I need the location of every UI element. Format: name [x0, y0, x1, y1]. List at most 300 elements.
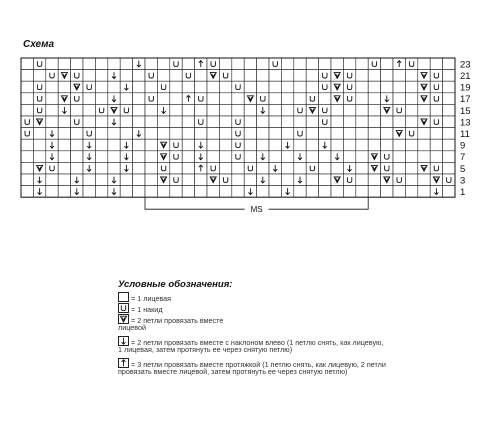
chart-cell-k2tog — [393, 128, 405, 140]
chart-cell-knit — [443, 151, 455, 163]
chart-cell-knit — [120, 128, 132, 140]
chart-cell-yarn-over — [368, 58, 380, 70]
chart-cell-knit — [393, 139, 405, 151]
chart-cell-knit — [331, 162, 343, 174]
chart-cell-k2tog — [418, 162, 430, 174]
chart-cell-knit — [133, 104, 145, 116]
chart-cell-ssk — [108, 70, 120, 82]
chart-cell-yarn-over — [232, 116, 244, 128]
chart-cell-knit — [368, 128, 380, 140]
chart-cell-knit — [430, 104, 442, 116]
chart-cell-knit — [356, 58, 368, 70]
chart-cell-yarn-over — [319, 104, 331, 116]
chart-cell-ssk — [46, 139, 58, 151]
chart-cell-knit — [269, 104, 281, 116]
chart-cell-knit — [33, 151, 45, 163]
chart-cell-knit — [182, 116, 194, 128]
chart-cell-k2tog — [157, 174, 169, 186]
chart-cell-knit — [232, 93, 244, 105]
row-number: 1 — [460, 187, 466, 198]
chart-cell-knit — [306, 139, 318, 151]
chart-cell-k2tog — [244, 93, 256, 105]
chart-cell-yarn-over — [343, 81, 355, 93]
chart-cell-k2tog — [157, 151, 169, 163]
chart-cell-knit — [33, 139, 45, 151]
chart-cell-knit — [95, 151, 107, 163]
chart-cell-ssk — [195, 151, 207, 163]
legend-text: = 1 накид — [131, 305, 163, 314]
chart-cell-k2tog — [418, 116, 430, 128]
chart-cell-knit — [405, 162, 417, 174]
chart-cell-knit — [356, 128, 368, 140]
chart-cell-knit — [281, 128, 293, 140]
chart-cell-knit — [182, 186, 194, 198]
chart-cell-knit — [405, 70, 417, 82]
chart-cell-knit — [71, 104, 83, 116]
chart-cell-knit — [294, 93, 306, 105]
chart-cell-k2tog — [71, 81, 83, 93]
chart-cell-knit — [257, 58, 269, 70]
chart-cell-knit — [356, 81, 368, 93]
chart-cell-yarn-over — [405, 58, 417, 70]
chart-cell-knit — [356, 162, 368, 174]
legend-item — [118, 292, 171, 303]
chart-cell-yarn-over — [319, 70, 331, 82]
chart-cell-knit — [157, 128, 169, 140]
chart-cell-knit — [331, 128, 343, 140]
chart-cell-yarn-over — [33, 104, 45, 116]
chart-cell-knit — [343, 58, 355, 70]
legend-title: Условные обозначения: — [118, 279, 233, 290]
chart-cell-knit — [343, 104, 355, 116]
chart-cell-knit — [343, 139, 355, 151]
chart-cell-knit — [306, 151, 318, 163]
chart-cell-yarn-over — [145, 70, 157, 82]
legend-text: = 1 лицевая — [131, 294, 172, 303]
chart-cell-ssk — [108, 116, 120, 128]
chart-cell-knit — [257, 70, 269, 82]
chart-cell-ssk — [343, 162, 355, 174]
chart-cell-knit — [58, 116, 70, 128]
chart-cell-yarn-over — [393, 104, 405, 116]
chart-cell-yarn-over — [405, 128, 417, 140]
chart-cell-knit — [281, 58, 293, 70]
chart-cell-knit — [405, 81, 417, 93]
chart-cell-knit — [133, 139, 145, 151]
chart-cell-ssk — [281, 186, 293, 198]
chart-cell-knit — [294, 70, 306, 82]
chart-cell-knit — [108, 162, 120, 174]
chart-cell-knit — [170, 128, 182, 140]
chart-cell-knit — [170, 116, 182, 128]
legend-text-continued: 1 лицевая, затем протянуть ее через снятую петлю) — [118, 345, 293, 354]
chart-cell-knit — [207, 128, 219, 140]
chart-cell-knit — [170, 81, 182, 93]
chart-cell-ssk — [281, 139, 293, 151]
chart-cell-knit — [95, 174, 107, 186]
chart-cell-knit — [443, 139, 455, 151]
chart-row — [21, 58, 455, 70]
chart-cell-knit — [108, 128, 120, 140]
chart-cell-k2tog — [33, 162, 45, 174]
chart-cell-knit — [232, 174, 244, 186]
chart-cell-knit — [145, 58, 157, 70]
chart-cell-ssk — [133, 58, 145, 70]
chart-cell-knit — [83, 116, 95, 128]
chart-cell-yarn-over — [33, 81, 45, 93]
chart-cell-knit — [182, 58, 194, 70]
chart-cell-knit — [133, 162, 145, 174]
chart-cell-knit — [95, 139, 107, 151]
chart-cell-knit — [368, 116, 380, 128]
chart-cell-yarn-over — [46, 162, 58, 174]
chart-cell-k2tog — [331, 70, 343, 82]
chart-cell-knit — [430, 58, 442, 70]
row-number: 11 — [460, 129, 470, 140]
chart-row — [21, 174, 455, 186]
chart-cell-knit — [294, 116, 306, 128]
chart-cell-knit — [21, 139, 33, 151]
chart-cell-ssk — [33, 186, 45, 198]
chart-cell-knit — [281, 174, 293, 186]
legend-text: = 2 петли провязать вместе с наклоном влево (1 петлю снять, как лицевую, — [131, 338, 384, 347]
chart-cell-knit — [405, 151, 417, 163]
chart-cell-knit — [219, 162, 231, 174]
chart-cell-knit — [95, 162, 107, 174]
chart-cell-knit — [120, 58, 132, 70]
chart-cell-knit — [244, 58, 256, 70]
chart-cell-ssk — [319, 139, 331, 151]
chart-cell-knit — [393, 81, 405, 93]
chart-cell-knit — [95, 186, 107, 198]
chart-cell-knit — [430, 151, 442, 163]
chart-row — [21, 93, 455, 105]
chart-cell-knit — [219, 139, 231, 151]
chart-cell-yarn-over — [232, 151, 244, 163]
chart-cell-knit — [58, 81, 70, 93]
chart-cell-knit — [133, 93, 145, 105]
chart-cell-knit — [182, 139, 194, 151]
chart-cell-knit — [356, 70, 368, 82]
chart-cell-knit — [120, 70, 132, 82]
chart-cell-knit — [294, 58, 306, 70]
chart-cell-knit — [83, 58, 95, 70]
chart-cell-knit — [219, 104, 231, 116]
chart-cell-knit — [46, 116, 58, 128]
chart-cell-yarn-over — [381, 151, 393, 163]
chart-cell-knit — [58, 186, 70, 198]
legend-symbol-knit-icon — [118, 292, 129, 302]
chart-cell-knit — [257, 162, 269, 174]
chart-cell-yarn-over — [120, 104, 132, 116]
chart-cell-k2tog — [430, 174, 442, 186]
chart-cell-ssk — [257, 151, 269, 163]
chart-cell-yarn-over — [294, 104, 306, 116]
chart-cell-knit — [269, 139, 281, 151]
chart-cell-knit — [331, 104, 343, 116]
chart-cell-yarn-over — [430, 116, 442, 128]
chart-cell-knit — [405, 93, 417, 105]
chart-cell-knit — [331, 58, 343, 70]
chart-cell-knit — [393, 186, 405, 198]
chart-cell-knit — [356, 174, 368, 186]
row-number: 19 — [460, 82, 471, 94]
chart-cell-knit — [182, 128, 194, 140]
chart-cell-yarn-over — [157, 162, 169, 174]
chart-cell-ssk — [381, 93, 393, 105]
chart-cell-knit — [244, 81, 256, 93]
chart-cell-knit — [232, 104, 244, 116]
chart-cell-knit — [405, 174, 417, 186]
chart-cell-yarn-over — [319, 81, 331, 93]
chart-cell-knit — [21, 93, 33, 105]
chart-cell-knit — [443, 116, 455, 128]
chart-row — [21, 151, 455, 163]
legend-text-continued: лицевой — [118, 323, 146, 332]
chart-cell-ssk — [120, 162, 132, 174]
chart-cell-knit — [443, 58, 455, 70]
chart-cell-knit — [405, 139, 417, 151]
chart-cell-knit — [405, 104, 417, 116]
chart-cell-yarn-over — [71, 70, 83, 82]
chart-cell-knit — [108, 151, 120, 163]
chart-cell-knit — [46, 58, 58, 70]
chart-cell-knit — [418, 104, 430, 116]
chart-cell-knit — [21, 81, 33, 93]
chart-cell-knit — [182, 81, 194, 93]
chart-cell-knit — [331, 116, 343, 128]
chart-cell-knit — [244, 139, 256, 151]
chart-cell-knit — [381, 186, 393, 198]
row-number: 7 — [460, 152, 466, 164]
legend-symbol-yarn-over-icon — [118, 303, 129, 313]
chart-cell-knit — [232, 58, 244, 70]
chart-cell-knit — [443, 104, 455, 116]
chart-cell-knit — [133, 81, 145, 93]
chart-cell-knit — [306, 116, 318, 128]
chart-cell-knit — [71, 139, 83, 151]
chart-cell-yarn-over — [232, 128, 244, 140]
chart-cell-knit — [83, 186, 95, 198]
chart-cell-sk2p — [195, 58, 207, 70]
chart-cell-knit — [219, 93, 231, 105]
chart-cell-k2tog — [58, 93, 70, 105]
chart-cell-yarn-over — [319, 116, 331, 128]
chart-cell-knit — [294, 186, 306, 198]
row-number: 9 — [460, 140, 466, 152]
chart-cell-knit — [207, 186, 219, 198]
row-number: 15 — [460, 105, 471, 117]
chart-cell-knit — [331, 186, 343, 198]
chart-cell-ssk — [120, 81, 132, 93]
chart-cell-knit — [95, 58, 107, 70]
chart-cell-knit — [120, 93, 132, 105]
chart-cell-yarn-over — [219, 174, 231, 186]
chart-cell-knit — [443, 81, 455, 93]
chart-cell-knit — [405, 116, 417, 128]
chart-cell-yarn-over — [145, 93, 157, 105]
chart-cell-yarn-over — [33, 93, 45, 105]
chart-cell-ssk — [83, 151, 95, 163]
chart-cell-knit — [244, 104, 256, 116]
chart-cell-knit — [145, 81, 157, 93]
chart-cell-knit — [21, 70, 33, 82]
chart-cell-knit — [269, 81, 281, 93]
chart-cell-yarn-over — [170, 58, 182, 70]
chart-cell-yarn-over — [157, 81, 169, 93]
chart-cell-ssk — [46, 128, 58, 140]
chart-cell-knit — [21, 151, 33, 163]
chart-cell-knit — [108, 81, 120, 93]
chart-cell-ssk — [269, 162, 281, 174]
chart-cell-knit — [195, 174, 207, 186]
chart-cell-knit — [281, 93, 293, 105]
chart-cell-knit — [343, 116, 355, 128]
chart-cell-knit — [319, 128, 331, 140]
row-number: 21 — [460, 71, 471, 82]
chart-cell-ssk — [108, 186, 120, 198]
chart-cell-knit — [257, 128, 269, 140]
chart-cell-yarn-over — [195, 116, 207, 128]
chart-cell-knit — [232, 186, 244, 198]
chart-cell-yarn-over — [257, 93, 269, 105]
chart-cell-knit — [182, 162, 194, 174]
chart-cell-knit — [381, 128, 393, 140]
chart-row — [21, 186, 455, 198]
chart-cell-knit — [21, 104, 33, 116]
chart-cell-knit — [207, 116, 219, 128]
chart-cell-knit — [21, 58, 33, 70]
chart-cell-knit — [58, 128, 70, 140]
chart-cell-knit — [58, 174, 70, 186]
row-number: 5 — [460, 163, 466, 175]
chart-cell-ssk — [331, 151, 343, 163]
chart-cell-knit — [294, 162, 306, 174]
chart-cell-ssk — [71, 186, 83, 198]
chart-cell-knit — [219, 151, 231, 163]
chart-cell-knit — [381, 81, 393, 93]
chart-cell-sk2p — [393, 58, 405, 70]
chart-cell-knit — [319, 186, 331, 198]
chart-cell-knit — [281, 116, 293, 128]
chart-cell-yarn-over — [269, 58, 281, 70]
chart-cell-knit — [343, 151, 355, 163]
chart-cell-knit — [95, 116, 107, 128]
chart-cell-knit — [46, 81, 58, 93]
chart-cell-knit — [343, 186, 355, 198]
chart-cell-knit — [232, 162, 244, 174]
chart-cell-ssk — [46, 151, 58, 163]
chart-cell-ssk — [33, 174, 45, 186]
chart-cell-ssk — [294, 151, 306, 163]
chart-cell-knit — [418, 186, 430, 198]
chart-cell-knit — [108, 139, 120, 151]
chart-cell-knit — [443, 70, 455, 82]
chart-cell-k2tog — [368, 151, 380, 163]
repeat-label: MS — [250, 205, 263, 215]
chart-cell-yarn-over — [430, 81, 442, 93]
chart-cell-knit — [368, 81, 380, 93]
chart-cell-yarn-over — [219, 70, 231, 82]
chart-cell-yarn-over — [430, 162, 442, 174]
chart-cell-yarn-over — [381, 162, 393, 174]
chart-cell-knit — [393, 70, 405, 82]
chart-cell-knit — [195, 128, 207, 140]
chart-cell-knit — [281, 162, 293, 174]
chart-cell-knit — [219, 128, 231, 140]
chart-cell-yarn-over — [343, 93, 355, 105]
chart-cell-knit — [319, 151, 331, 163]
chart-cell-knit — [157, 70, 169, 82]
chart-cell-k2tog — [207, 174, 219, 186]
chart-cell-knit — [393, 116, 405, 128]
chart-cell-knit — [368, 174, 380, 186]
chart-cell-knit — [356, 139, 368, 151]
chart-cell-knit — [219, 116, 231, 128]
chart-cell-k2tog — [381, 174, 393, 186]
chart-cell-knit — [195, 104, 207, 116]
chart-cell-knit — [244, 116, 256, 128]
chart-cell-knit — [368, 186, 380, 198]
chart-cell-yarn-over — [306, 162, 318, 174]
chart-cell-knit — [120, 186, 132, 198]
chart-cell-yarn-over — [33, 58, 45, 70]
chart-cell-knit — [133, 174, 145, 186]
chart-cell-knit — [33, 128, 45, 140]
row-number: 17 — [460, 94, 471, 106]
chart-cell-yarn-over — [83, 128, 95, 140]
chart-cell-knit — [219, 58, 231, 70]
chart-cell-knit — [207, 104, 219, 116]
chart-cell-knit — [219, 81, 231, 93]
chart-cell-ssk — [83, 139, 95, 151]
chart-row — [21, 139, 455, 151]
chart-cell-knit — [244, 70, 256, 82]
chart-cell-knit — [269, 174, 281, 186]
chart-cell-knit — [219, 186, 231, 198]
chart-cell-knit — [58, 58, 70, 70]
chart-row — [21, 116, 455, 128]
chart-cell-knit — [21, 186, 33, 198]
chart-cell-knit — [281, 70, 293, 82]
chart-cell-knit — [157, 116, 169, 128]
chart-cell-knit — [71, 58, 83, 70]
chart-cell-sk2p — [182, 93, 194, 105]
chart-title: Схема — [23, 39, 55, 50]
chart-cell-yarn-over — [170, 151, 182, 163]
chart-cell-yarn-over — [46, 70, 58, 82]
chart-cell-knit — [418, 58, 430, 70]
chart-cell-knit — [244, 128, 256, 140]
chart-cell-knit — [21, 162, 33, 174]
chart-cell-knit — [195, 70, 207, 82]
chart-cell-knit — [46, 104, 58, 116]
chart-cell-knit — [145, 151, 157, 163]
chart-cell-knit — [145, 128, 157, 140]
chart-cell-yarn-over — [95, 104, 107, 116]
chart-cell-knit — [145, 116, 157, 128]
chart-cell-knit — [430, 139, 442, 151]
legend-text-continued: провязать вместе лицевой, затем протянуть ее через снятую петлю) — [118, 367, 348, 376]
chart-cell-knit — [281, 81, 293, 93]
chart-cell-knit — [133, 116, 145, 128]
chart-cell-knit — [306, 58, 318, 70]
chart-cell-knit — [170, 186, 182, 198]
chart-cell-ssk — [71, 174, 83, 186]
chart-cell-knit — [257, 186, 269, 198]
chart-cell-ssk — [257, 174, 269, 186]
chart-cell-knit — [443, 93, 455, 105]
